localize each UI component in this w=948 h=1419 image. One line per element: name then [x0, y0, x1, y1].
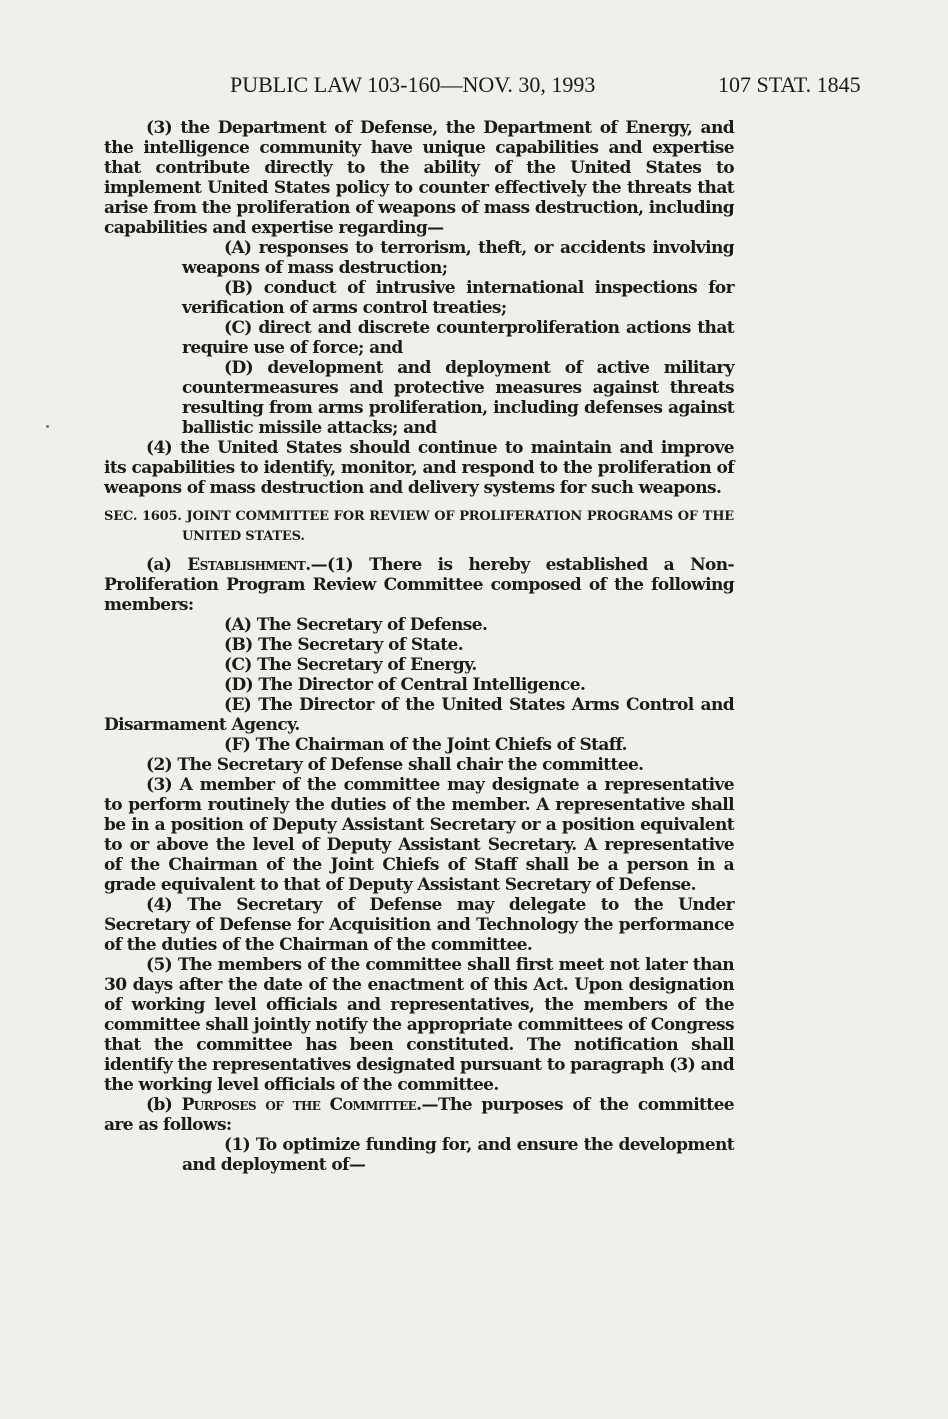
- statute-page-number: 107 STAT. 1845: [718, 72, 861, 97]
- subparagraph-a: (A) responses to terrorism, theft, or accidents involving weapons of mass destruction;: [182, 238, 734, 278]
- public-law-citation: PUBLIC LAW 103-160—NOV. 30, 1993: [230, 72, 596, 97]
- subsection-a-paragraph-4: (4) The Secretary of Defense may delegate to the Under Secretary of Defense for Acquisition and Technology the performance of the duties of the Chairman of the committee.: [104, 895, 734, 955]
- subsection-a-heading: Establishment.: [187, 555, 311, 575]
- paragraph-3: (3) the Department of Defense, the Department of Energy, and the intelligence community have unique capabilities and expertise that contribute directly to the ability of the United States to implement United States policy to counter effectively the threats that arise from the proliferation of weapons of mass destruction, including capabilities and expertise regarding—: [104, 118, 734, 238]
- member-item: (E) The Director of the United States Arms Control and Disarmament Agency.: [104, 695, 734, 735]
- member-item: (C) The Secretary of Energy.: [224, 655, 477, 675]
- member-item: (A) The Secretary of Defense.: [224, 615, 488, 635]
- subsection-a-paragraph-5: (5) The members of the committee shall first meet not later than 30 days after the date of the enactment of this Act. Upon designation of working level officials and representatives, the members of the committee shall jointly notify the appropriate committees of Congress that the committee has been constituted. The notification shall identify the representatives designated pursuant to paragraph (3) and the working level officials of the committee.: [104, 955, 734, 1095]
- document-body: [104, 118, 734, 1175]
- member-item: (F) The Chairman of the Joint Chiefs of Staff.: [224, 735, 627, 755]
- paragraph-4: (4) the United States should continue to maintain and improve its capabilities to identify, monitor, and respond to the proliferation of weapons of mass destruction and delivery systems for such weapons.: [104, 438, 734, 498]
- subsection-a-prefix: (a): [146, 555, 188, 575]
- subsection-b-paragraph-1: (1) To optimize funding for, and ensure the development and deployment of—: [182, 1135, 734, 1175]
- subsection-a-paragraph-2: (2) The Secretary of Defense shall chair the committee.: [146, 755, 644, 775]
- member-item: (B) The Secretary of State.: [224, 635, 464, 655]
- subparagraph-c: (C) direct and discrete counterproliferation actions that require use of force; and: [182, 318, 734, 358]
- subsection-b-prefix: (b): [146, 1095, 182, 1115]
- subsection-b: [104, 1095, 734, 1135]
- section-heading: SEC. 1605. JOINT COMMITTEE FOR REVIEW OF PROLIFERATION PROGRAMS OF THE UNITED STATES.: [104, 509, 734, 544]
- scan-speck: [46, 425, 49, 428]
- subsection-a-text: —(1) There is hereby established a Non-Proliferation Program Review Committee composed of the following members:: [104, 555, 734, 615]
- subparagraph-b: (B) conduct of intrusive international inspections for verification of arms control treaties;: [182, 278, 734, 318]
- subsection-b-heading: Purposes of the Committee.: [181, 1095, 422, 1115]
- subsection-b-text: —The purposes of the committee are as follows:: [104, 1095, 734, 1135]
- member-item: (D) The Director of Central Intelligence.: [224, 675, 586, 695]
- page-header: [0, 72, 948, 102]
- subsection-a-paragraph-3: (3) A member of the committee may designate a representative to perform routinely the duties of the member. A representative shall be in a position of Deputy Assistant Secretary or a position equivalent to or above the level of Deputy Assistant Secretary. A representative of the Chairman of the Joint Chiefs of Staff shall be a person in a grade equivalent to that of Deputy Assistant Secretary of Defense.: [104, 775, 734, 895]
- subparagraph-d: (D) development and deployment of active military countermeasures and protective measures against threats resulting from arms proliferation, including defenses against ballistic missile attacks; and: [182, 358, 734, 438]
- subsection-a: [104, 555, 734, 615]
